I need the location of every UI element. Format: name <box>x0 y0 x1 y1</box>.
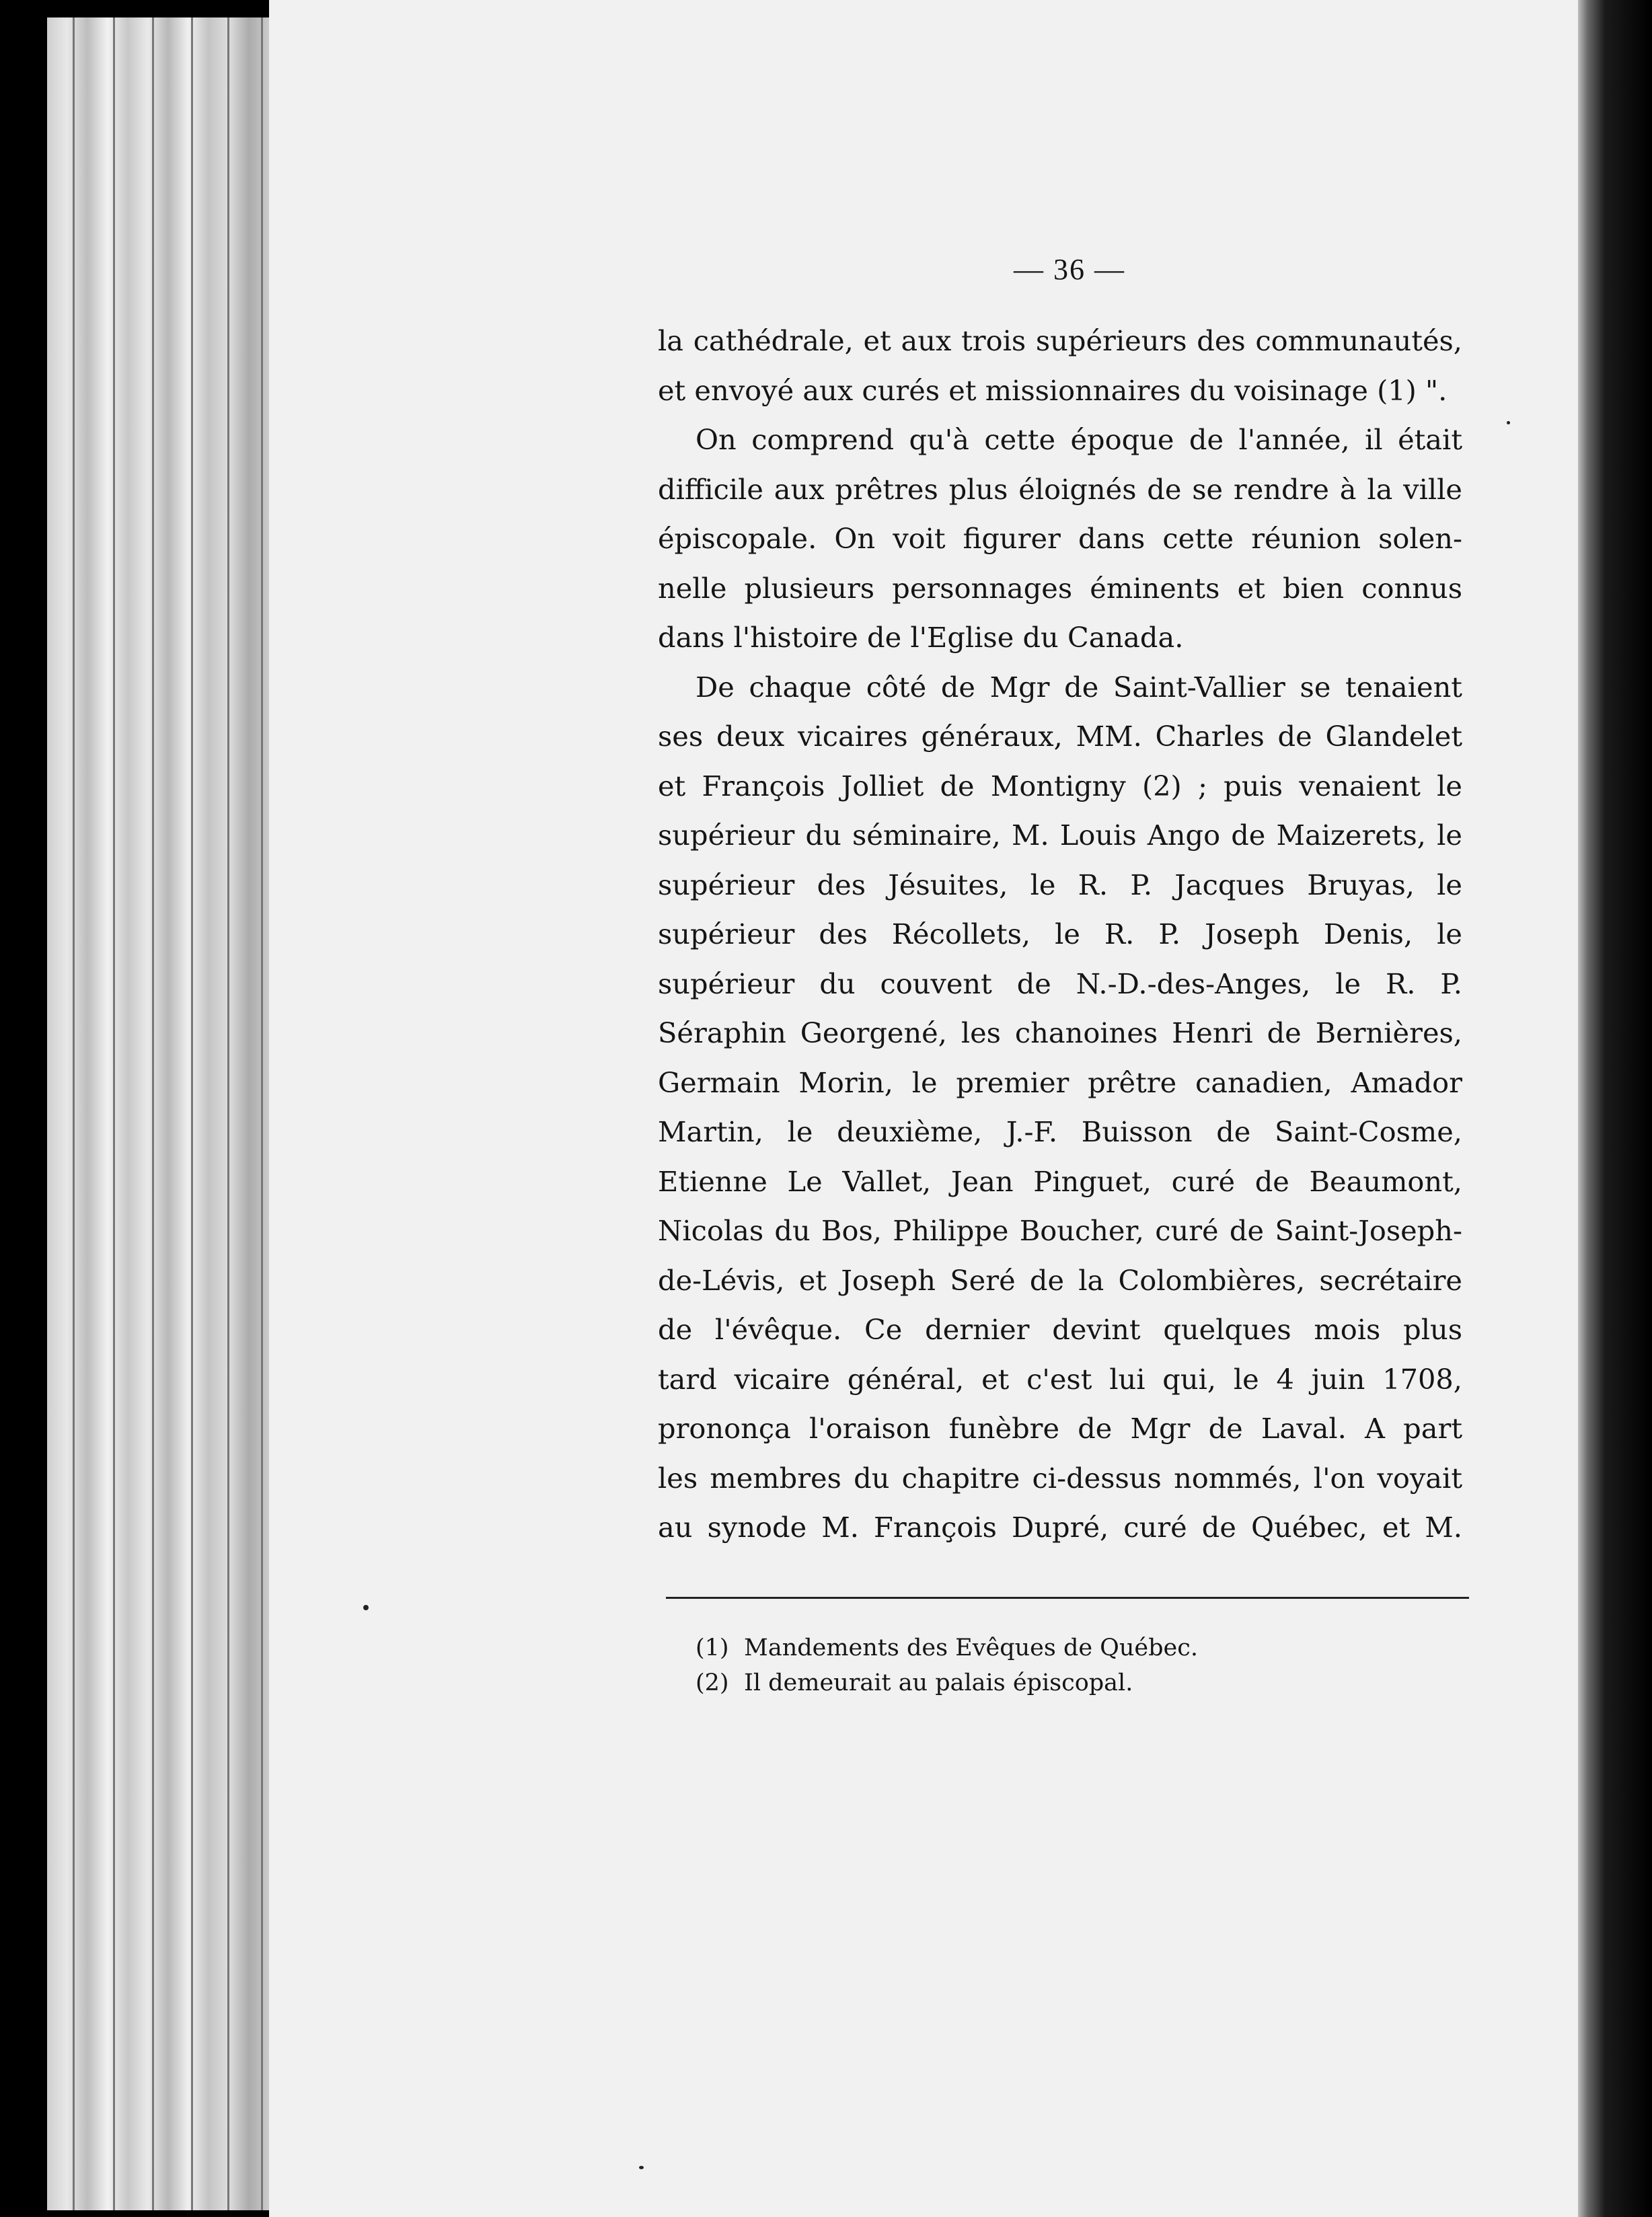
footnote <box>696 1665 1198 1700</box>
text-line: Nicolas du Bos, Philippe Boucher, curé de Saint-Joseph- <box>658 1214 1462 1247</box>
footnote-number: (2) <box>696 1669 729 1696</box>
text-line: de-Lévis, et Joseph Seré de la Colombières, secrétaire <box>658 1263 1462 1297</box>
page-edge-line <box>261 17 263 2210</box>
footnote-text: Mandements des Evêques de Québec. <box>744 1634 1198 1661</box>
footnotes <box>696 1630 1198 1700</box>
text-line: Germain Morin, le premier prêtre canadien, Amador <box>658 1065 1462 1099</box>
footnote-number: (1) <box>696 1634 729 1661</box>
page-edge-line <box>113 17 115 2210</box>
text-line: au synode M. François Dupré, curé de Québec, et M. <box>658 1511 1462 1544</box>
text-line: On comprend qu'à cette époque de l'année, il était <box>696 423 1462 456</box>
book-spine-shadow <box>1578 0 1652 2217</box>
footnote-rule <box>666 1597 1469 1599</box>
page-edge-line <box>73 17 75 2210</box>
text-line: et envoyé aux curés et missionnaires du voisinage (1) ". <box>658 373 1448 407</box>
page-edge-line <box>191 17 193 2210</box>
text-line: Martin, le deuxième, J.-F. Buisson de Saint-Cosme, <box>658 1115 1462 1148</box>
footnote <box>696 1630 1198 1665</box>
body-text <box>658 316 1462 1552</box>
text-line: Etienne Le Vallet, Jean Pinguet, curé de Beaumont, <box>658 1164 1462 1198</box>
text-line: supérieur des Jésuites, le R. P. Jacques Bruyas, le <box>658 868 1462 901</box>
dust-speck <box>363 1605 369 1610</box>
page-edge-line <box>227 17 229 2210</box>
text-line: ses deux vicaires généraux, MM. Charles de Glandelet <box>658 720 1462 753</box>
text-line: difficile aux prêtres plus éloignés de se rendre à la ville <box>658 472 1462 506</box>
text-line: Séraphin Georgené, les chanoines Henri de Bernières, <box>658 1016 1462 1049</box>
text-line: supérieur des Récollets, le R. P. Joseph Denis, le <box>658 917 1462 950</box>
text-line: prononça l'oraison funèbre de Mgr de Laval. A part <box>658 1412 1462 1445</box>
text-line: dans l'histoire de l'Eglise du Canada. <box>658 621 1184 654</box>
text-line: et François Jolliet de Montigny (2) ; puis venaient le <box>658 769 1462 802</box>
dust-speck <box>1507 421 1510 424</box>
text-line: épiscopale. On voit figurer dans cette réunion solen- <box>658 522 1462 555</box>
text-line: De chaque côté de Mgr de Saint-Vallier se tenaient <box>696 670 1462 704</box>
dust-speck <box>639 2166 644 2169</box>
page-number: — 36 — <box>1014 253 1125 286</box>
text-line: de l'évêque. Ce dernier devint quelques mois plus <box>658 1313 1462 1346</box>
stacked-page-edges <box>47 17 276 2210</box>
text-line: supérieur du couvent de N.-D.-des-Anges, le R. P. <box>658 967 1462 1000</box>
text-line: tard vicaire général, et c'est lui qui, le 4 juin 1708, <box>658 1362 1462 1396</box>
text-line: nelle plusieurs personnages éminents et bien connus <box>658 571 1462 605</box>
text-line: la cathédrale, et aux trois supérieurs des communautés, <box>658 324 1462 357</box>
text-line: supérieur du séminaire, M. Louis Ango de Maizerets, le <box>658 819 1462 852</box>
footnote-text: Il demeurait au palais épiscopal. <box>744 1669 1133 1696</box>
page-edge-line <box>152 17 154 2210</box>
text-line: les membres du chapitre ci-dessus nommés, l'on voyait <box>658 1461 1462 1495</box>
